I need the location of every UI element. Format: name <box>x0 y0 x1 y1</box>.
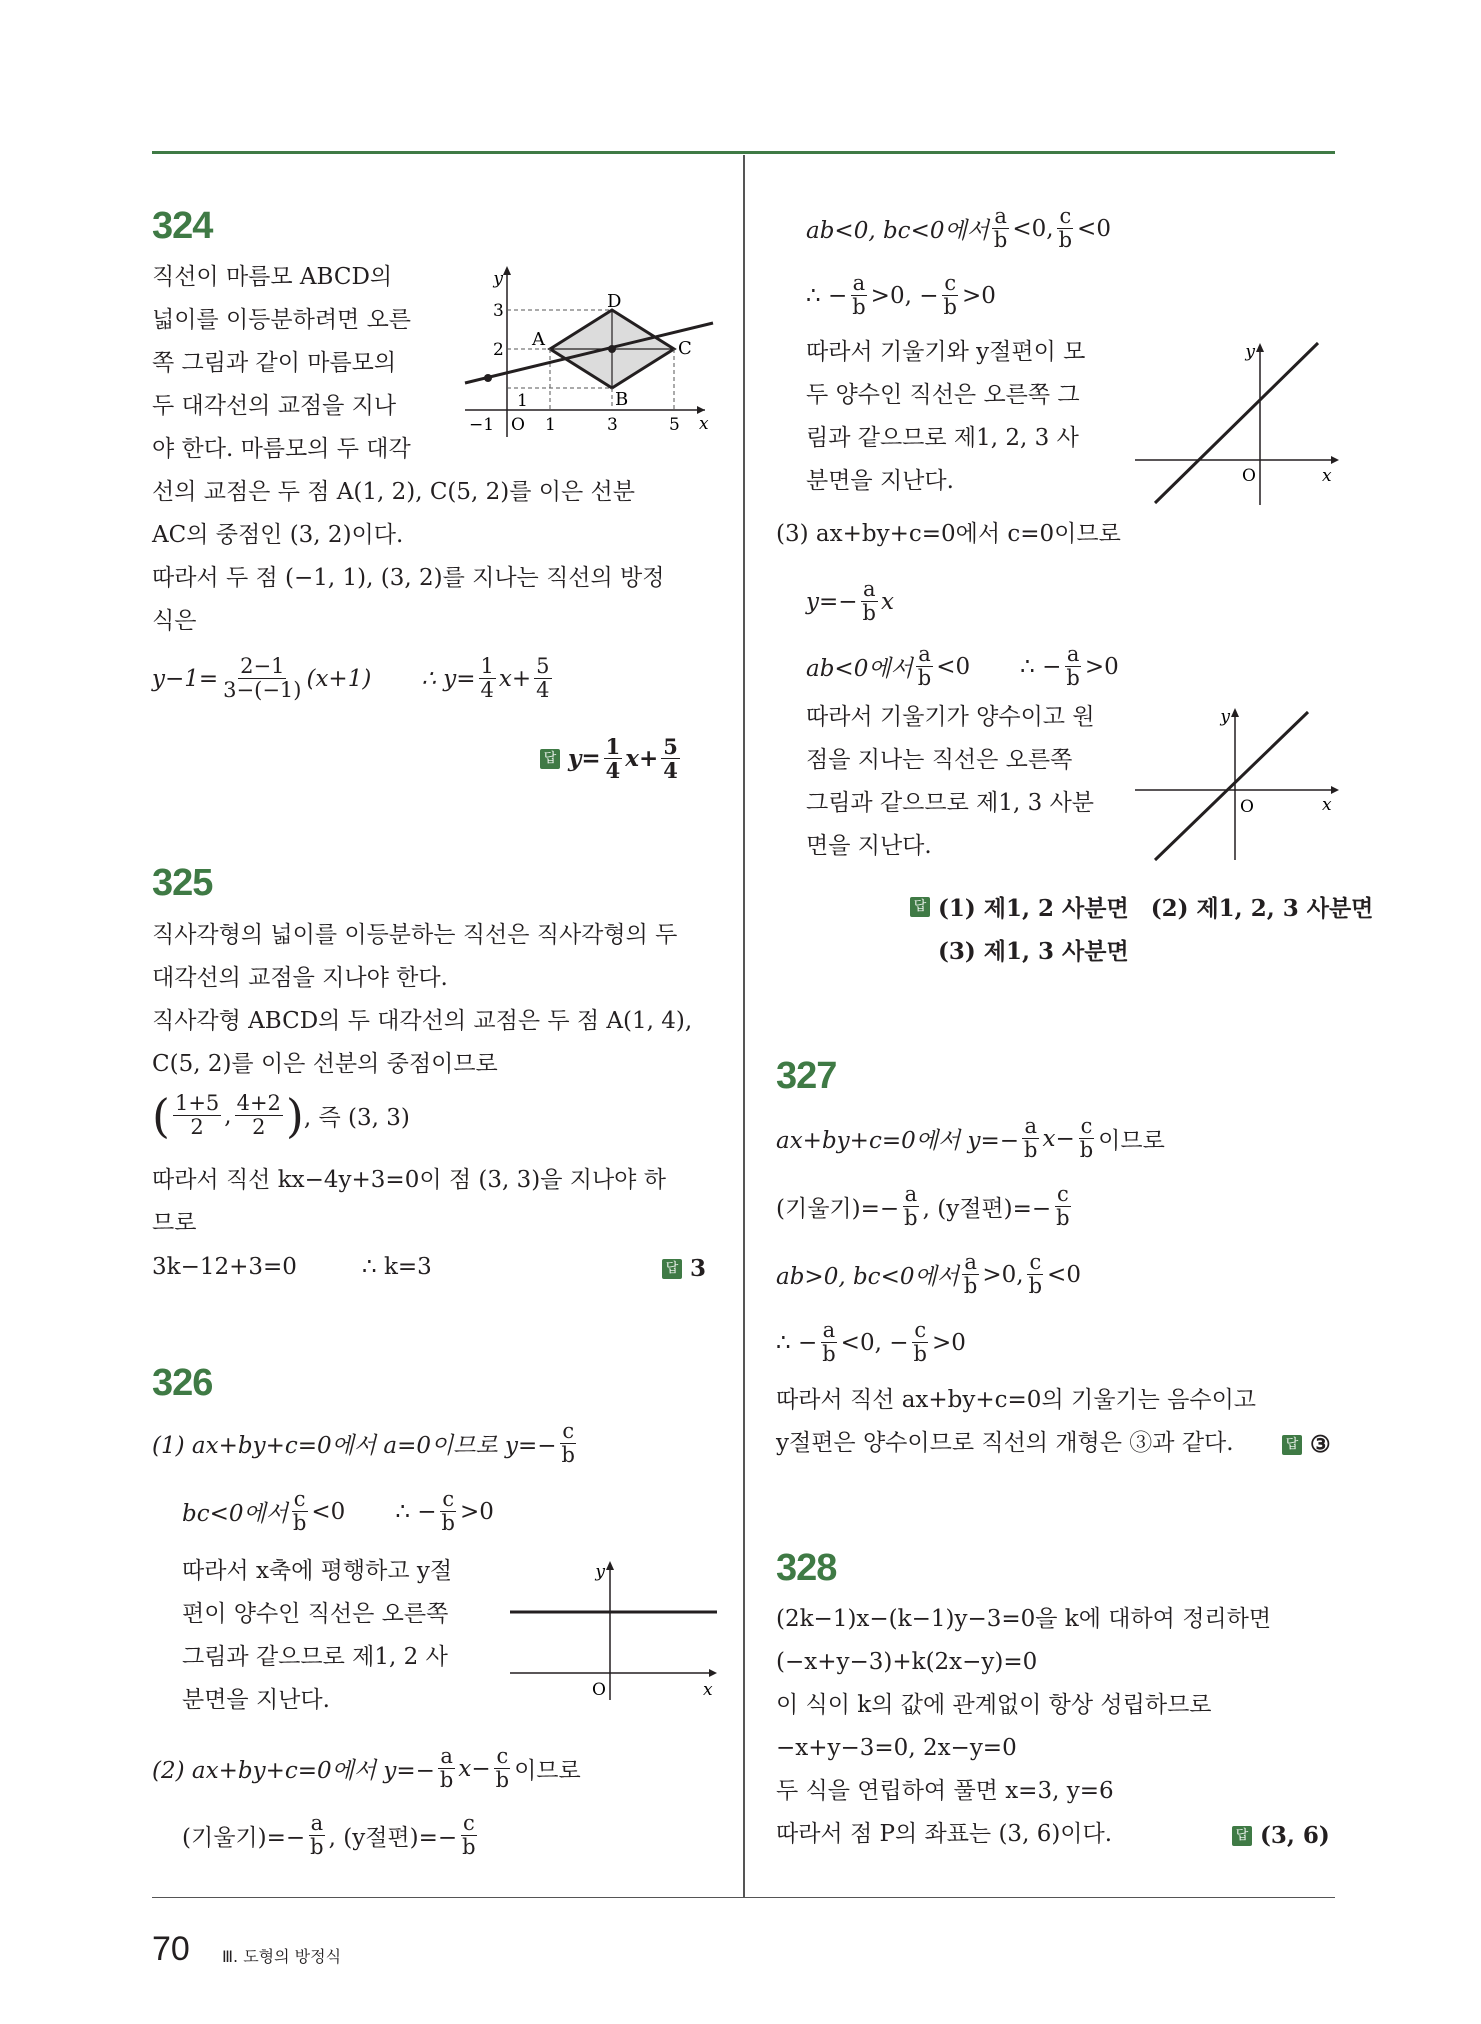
tick-label: 2 <box>493 340 504 360</box>
p325-answer: 답 3 <box>662 1255 706 1282</box>
p326-text-line: 따라서 기울기와 y절편이 모 <box>806 339 1086 365</box>
page-number: 70 <box>152 1930 190 1968</box>
p326-origin-line-figure <box>1130 700 1340 865</box>
origin-label: O <box>1240 797 1254 817</box>
p328-answer: 답 (3, 6) <box>1232 1822 1330 1849</box>
p324-text-line: 직선이 마름모 ABCD의 <box>152 264 393 290</box>
problem-number-324: 324 <box>152 205 213 247</box>
y-axis-label: y <box>1220 707 1230 727</box>
p324-answer: 답 y= $\frac{1}{4}$ x+ $\frac{5}{4}$ <box>540 735 683 782</box>
p326-text-line: 따라서 x축에 평행하고 y절 <box>182 1558 453 1584</box>
x-axis-label: x <box>1322 795 1332 815</box>
origin-label: O <box>592 1680 606 1700</box>
x-axis-label: x <box>703 1680 713 1700</box>
p326-part2-head: (2) ax+by+c=0에서 y=− $\frac{a}{b}$ x− $\frac{c}{b}$ 이므로 <box>152 1744 581 1792</box>
p325-text-line: 직사각형의 넓이를 이등분하는 직선은 직사각형의 두 <box>152 922 678 948</box>
x-axis-label: x <box>699 414 709 434</box>
y-axis-label: y <box>493 269 503 289</box>
tick-label: 3 <box>607 415 618 435</box>
p326-text-line: 두 양수인 직선은 오른쪽 그 <box>806 382 1080 408</box>
answer-badge: 답 <box>540 749 560 769</box>
point-label-b: B <box>615 389 629 410</box>
p327-answer: 답 ③ <box>1282 1431 1331 1458</box>
answer-badge: 답 <box>1282 1435 1302 1455</box>
p326-horizontal-line-figure <box>505 1555 720 1705</box>
p327-text-line: y절편은 양수이므로 직선의 개형은 ③과 같다. <box>776 1430 1234 1456</box>
p325-text-line: 므로 <box>152 1210 197 1236</box>
p324-rhombus-figure <box>455 262 720 442</box>
p326-text-line: 림과 같으므로 제1, 2, 3 사 <box>806 425 1079 451</box>
tick-label: 5 <box>669 415 680 435</box>
p326-answer-line1: 답 (1) 제1, 2 사분면 (2) 제1, 2, 3 사분면 <box>910 890 1373 923</box>
p324-text-line: 넓이를 이등분하려면 오른 <box>152 307 412 333</box>
p328-text-line: (2k−1)x−(k−1)y−3=0을 k에 대하여 정리하면 <box>776 1606 1272 1632</box>
p325-text-line: 직사각형 ABCD의 두 대각선의 교점은 두 점 A(1, 4), <box>152 1008 693 1034</box>
p328-text-line: 두 식을 연립하여 풀면 x=3, y=6 <box>776 1778 1114 1804</box>
p326-text-line: 편이 양수인 직선은 오른쪽 <box>182 1601 449 1627</box>
tick-label: 3 <box>493 301 504 321</box>
p324-text-line: 두 대각선의 교점을 지나 <box>152 393 397 419</box>
p325-text-line: 따라서 직선 kx−4y+3=0이 점 (3, 3)을 지나야 하 <box>152 1167 666 1193</box>
p324-text-line: 식은 <box>152 608 197 634</box>
p326-part1-head: (1) ax+by+c=0에서 a=0이므로 y=− $\frac{c}{b}$ <box>152 1419 575 1467</box>
tick-label: 1 <box>517 391 528 411</box>
p328-text-line: 이 식이 k의 값에 관계없이 항상 성립하므로 <box>776 1692 1212 1718</box>
p324-text-line: 따라서 두 점 (−1, 1), (3, 2)를 지나는 직선의 방정 <box>152 565 665 591</box>
p326-part1-condition: bc<0에서 $\frac{c}{b}$ <0 ∴ − $\frac{c}{b}$ >0 <box>182 1487 494 1535</box>
y-axis-label: y <box>595 1562 605 1582</box>
problem-number-328: 328 <box>776 1547 837 1589</box>
p326-rising-line-figure <box>1130 335 1340 510</box>
p325-text-line: 대각선의 교점을 지나야 한다. <box>152 965 448 991</box>
point-label-a: A <box>532 329 545 350</box>
p327-line1: ax+by+c=0에서 y=− $\frac{a}{b}$ x− $\frac{c}{b}$ 이므로 <box>776 1114 1165 1162</box>
p324-text-line: 야 한다. 마름모의 두 대각 <box>152 436 411 462</box>
origin-label: O <box>511 415 525 435</box>
p326-text-line: 면을 지난다. <box>806 833 932 859</box>
p326-text-line: 점을 지나는 직선은 오른쪽 <box>806 747 1073 773</box>
problem-number-325: 325 <box>152 862 213 904</box>
top-rule <box>152 151 1335 154</box>
p326-text-line: 따라서 기울기가 양수이고 원 <box>806 704 1095 730</box>
problem-number-326: 326 <box>152 1362 213 1404</box>
bottom-rule <box>152 1897 1335 1898</box>
p328-text-line: (−x+y−3)+k(2x−y)=0 <box>776 1649 1038 1675</box>
column-divider <box>743 155 745 1898</box>
answer-badge: 답 <box>1232 1826 1252 1846</box>
p325-midpoint: ( $\frac{1+5}{2}$ , $\frac{4+2}{2}$ ) , 즉 (3, 3) <box>152 1088 410 1143</box>
x-axis-label: x <box>1322 466 1332 486</box>
p326-text-line: 분면을 지난다. <box>182 1687 330 1713</box>
point-label-c: C <box>678 338 692 359</box>
p326-part3-condition: ab<0에서 $\frac{a}{b}$ <0 ∴ − $\frac{a}{b}$ >0 <box>806 642 1119 690</box>
answer-badge: 답 <box>910 897 930 917</box>
origin-label: O <box>1242 466 1256 486</box>
p328-text-line: −x+y−3=0, 2x−y=0 <box>776 1735 1017 1761</box>
answer-badge: 답 <box>662 1259 682 1279</box>
p328-text-line: 따라서 점 P의 좌표는 (3, 6)이다. <box>776 1821 1113 1847</box>
y-axis-label: y <box>1245 342 1255 362</box>
p324-text-line: AC의 중점인 (3, 2)이다. <box>152 522 404 548</box>
p325-therefore: ∴ k=3 <box>362 1254 432 1280</box>
p327-line4: ∴ − $\frac{a}{b}$ <0, − $\frac{c}{b}$ >0 <box>776 1318 966 1366</box>
p326-part3-equation: y=− $\frac{a}{b}$ x <box>806 577 894 625</box>
p327-line3: ab>0, bc<0에서 $\frac{a}{b}$ >0, $\frac{c}{b}$ <0 <box>776 1250 1081 1298</box>
p326-part2-slope: (기울기)=− $\frac{a}{b}$ , (y절편)=− $\frac{c}{b}$ <box>182 1811 476 1859</box>
p326-answer-line2: (3) 제1, 3 사분면 <box>938 938 1129 965</box>
p326-part3-head: (3) ax+by+c=0에서 c=0이므로 <box>776 521 1121 547</box>
chapter-title: Ⅲ. 도형의 방정식 <box>222 1947 342 1966</box>
p326-part2-therefore: ∴ − $\frac{a}{b}$ >0, − $\frac{c}{b}$ >0 <box>806 271 996 319</box>
p326-text-line: 그림과 같으므로 제1, 3 사분 <box>806 790 1095 816</box>
p327-line2: (기울기)=− $\frac{a}{b}$ , (y절편)=− $\frac{c}{b}$ <box>776 1182 1070 1230</box>
p326-part2-condition: ab<0, bc<0에서 $\frac{a}{b}$ <0, $\frac{c}{b}$ <0 <box>806 204 1111 252</box>
p325-last-equation: 3k−12+3=0 <box>152 1254 297 1280</box>
p325-text-line: C(5, 2)를 이은 선분의 중점이므로 <box>152 1051 498 1077</box>
p324-equation: y−1= $\frac{2-1}{3-(-1)}$ (x+1) ∴ y= $\frac{1}{4}$ x+ $\frac{5}{4}$ <box>152 654 550 702</box>
problem-number-327: 327 <box>776 1055 837 1097</box>
p327-text-line: 따라서 직선 ax+by+c=0의 기울기는 음수이고 <box>776 1387 1257 1413</box>
p324-text-line: 선의 교점은 두 점 A(1, 2), C(5, 2)를 이은 선분 <box>152 479 635 505</box>
tick-label: 1 <box>545 415 556 435</box>
p324-text-line: 쪽 그림과 같이 마름모의 <box>152 350 397 376</box>
p326-text-line: 분면을 지난다. <box>806 468 954 494</box>
tick-label: −1 <box>469 415 495 435</box>
p326-text-line: 그림과 같으므로 제1, 2 사 <box>182 1644 448 1670</box>
point-label-d: D <box>607 291 622 312</box>
